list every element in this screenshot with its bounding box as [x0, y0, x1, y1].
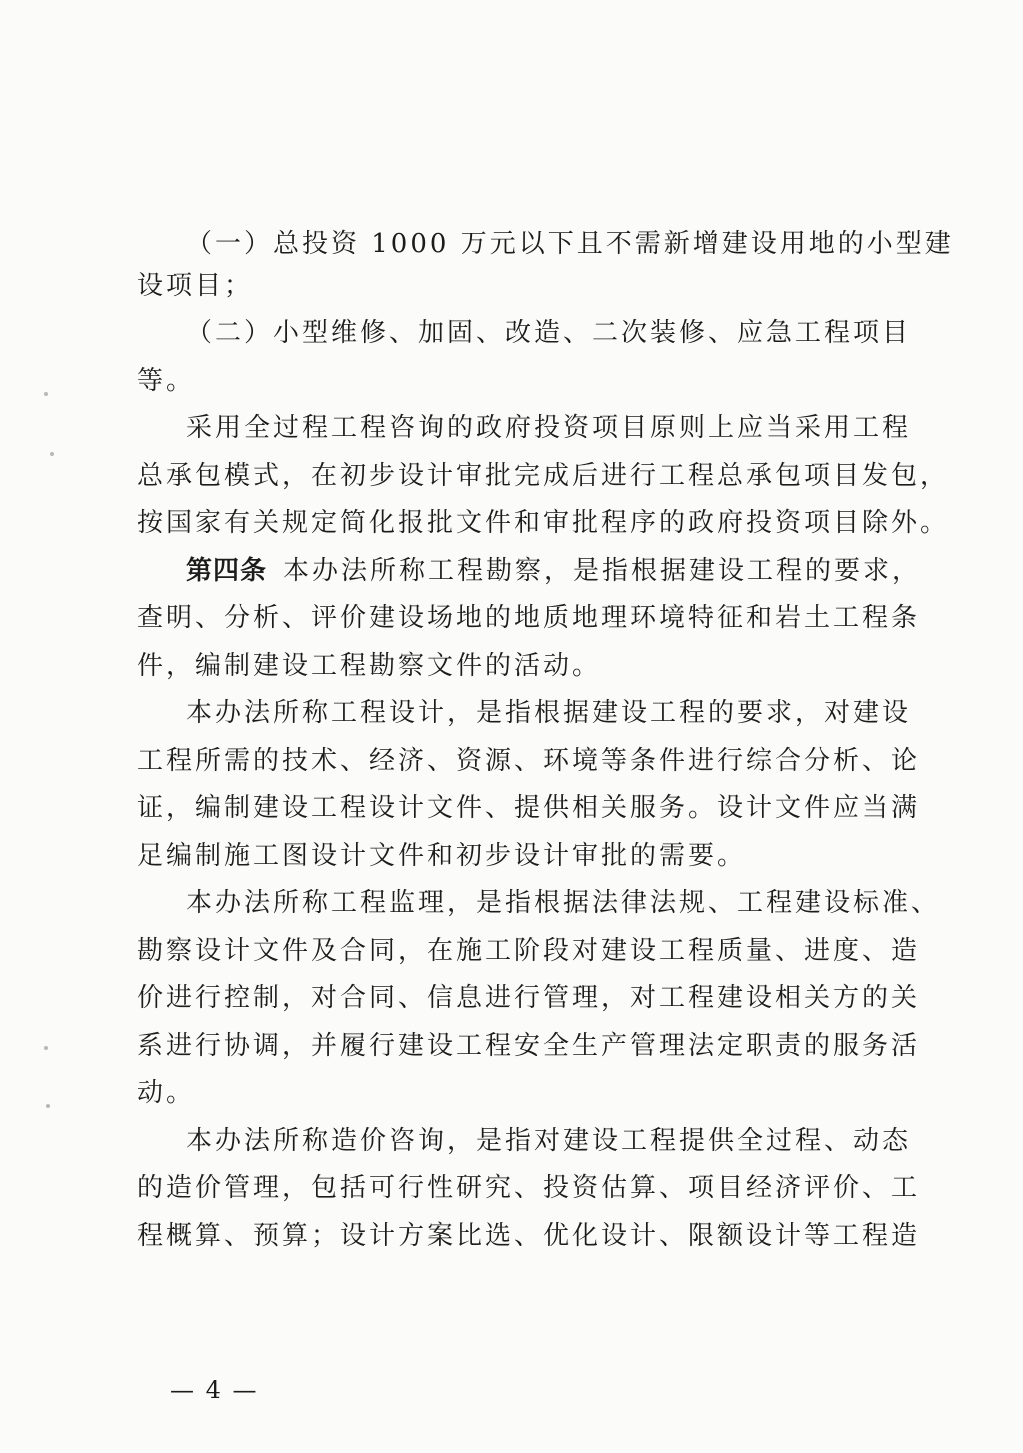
text-line: 勘察设计文件及合同，在施工阶段对建设工程质量、进度、造	[137, 936, 921, 966]
page-number: — 4 —	[170, 1376, 259, 1404]
scan-speck	[44, 1046, 48, 1050]
text-line: 件，编制建设工程勘察文件的活动。	[137, 651, 602, 681]
text-line: 足编制施工图设计文件和初步设计审批的需要。	[137, 841, 747, 871]
article-paragraph-line	[186, 553, 922, 589]
text-line: （二）小型维修、加固、改造、二次装修、应急工程项目	[186, 318, 912, 348]
text-line: 程概算、预算；设计方案比选、优化设计、限额设计等工程造	[137, 1221, 921, 1251]
text-line: 设项目；	[137, 271, 254, 301]
article-heading: 第四条	[186, 556, 268, 586]
text-line: 价进行控制，对合同、信息进行管理，对工程建设相关方的关	[137, 983, 921, 1013]
text-line: 本办法所称工程勘察，是指根据建设工程的要求，	[283, 556, 922, 586]
text-line: 总承包模式，在初步设计审批完成后进行工程总承包项目发包，	[137, 461, 950, 491]
scan-speck	[50, 452, 54, 456]
text-line: 按国家有关规定简化报批文件和审批程序的政府投资项目除外。	[137, 508, 950, 538]
text-line: 本办法所称造价咨询，是指对建设工程提供全过程、动态	[186, 1126, 912, 1156]
text-line: 的造价管理，包括可行性研究、投资估算、项目经济评价、工	[137, 1173, 921, 1203]
scan-speck	[46, 1104, 50, 1108]
text-line: 等。	[137, 366, 196, 396]
text-line: 系进行协调，并履行建设工程安全生产管理法定职责的服务活	[137, 1031, 921, 1061]
scan-speck	[44, 392, 48, 396]
text-line: 查明、分析、评价建设场地的地质地理环境特征和岩土工程条	[137, 603, 921, 633]
text-line: 工程所需的技术、经济、资源、环境等条件进行综合分析、论	[137, 746, 921, 776]
text-line: 本办法所称工程监理，是指根据法律法规、工程建设标准、	[186, 888, 941, 918]
text-line: 证，编制建设工程设计文件、提供相关服务。设计文件应当满	[137, 793, 921, 823]
text-line: （一）总投资 1000 万元以下且不需新增建设用地的小型建	[186, 229, 954, 259]
text-line: 采用全过程工程咨询的政府投资项目原则上应当采用工程	[186, 413, 912, 443]
text-line: 本办法所称工程设计，是指根据建设工程的要求，对建设	[186, 698, 912, 728]
text-line: 动。	[137, 1078, 196, 1108]
